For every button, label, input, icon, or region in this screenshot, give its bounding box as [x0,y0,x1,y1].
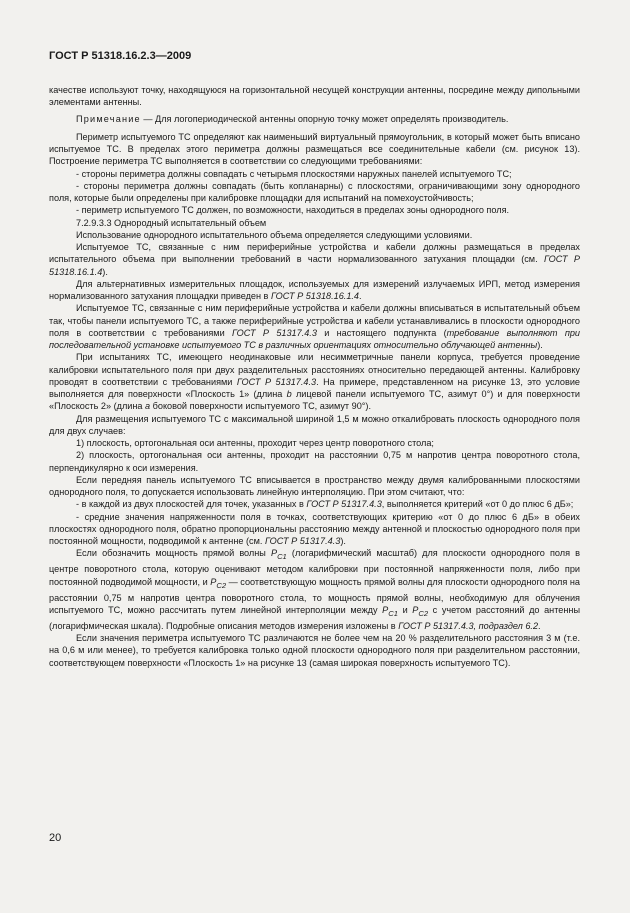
text: Если обозначить мощность прямой волны [76,548,271,559]
paragraph: Использование однородного испытательного объема определяется следующими условиями. [76,229,473,240]
text: боковой поверхности испытуемого ТС, азимут 90°). [150,401,372,412]
paragraph: Для размещения испытуемого ТС с максимальной шириной 1,5 м можно откалибровать плоскость однородного поля для двух случаев: [49,413,580,436]
standard-reference: ГОСТ Р 51317.4.3 [236,376,317,387]
variable-a: a [145,401,151,412]
text: с учетом расстояний до антенны (логарифмическая шкала). Подробные описания методов измерения изложены в [49,604,580,631]
standard-reference: ГОСТ Р 51317.4.3 [306,499,382,510]
standard-reference: ГОСТ Р 51318.16.1.4 [270,291,360,301]
list-item: - стороны периметра должны совпадать с четырьмя плоскостями наружных панелей испытуемого ТС; [76,168,512,179]
standard-reference: ГОСТ Р 51318.16.1.4 [49,254,580,277]
subscript: C1 [388,608,398,618]
subscript: C2 [216,580,227,590]
variable-p: P [412,604,419,615]
text: . На примере, представленном на рисунке 13, это условие выполняется для поверхности «Плоскость 1» (длина [49,376,580,399]
text: лицевой панели испытуемого ТС, азимут 0°) и для поверхности «Плоскость 2» (длина [49,389,580,412]
paragraph [49,278,580,303]
paragraph: качестве используют точку, находящуюся на горизонтальной несущей конструкции антенны, посредине между дипольными элементами антенны. [49,85,580,108]
text: — соответствующую мощность прямой волны для плоскости однородного поля на расстоянии 0,75 м напротив центра поворотного стола, то мощность прямой волны, необходимую для облучения испытуемого ТС, можно рассчитать путем линейной интерполяции между [49,576,580,615]
list-item: 2) плоскость, ортогональная оси антенны, проходит на расстоянии 0,75 м напротив центра поворотного стола, перпендикулярно к оси измерения. [49,450,580,473]
list-item: 1) плоскость, ортогональная оси антенны, проходит через центр поворотного стола; [76,438,434,448]
note [49,113,580,125]
text: Для альтернативных измерительных площадок, используемых для измерений излучаемых ИРП, метод измерения нормализованного затухания площадки приведен в [49,278,580,301]
paragraph [49,302,580,351]
text: ). [340,536,346,546]
text: Испытуемое ТС, связанные с ним периферийные устройства и кабели должны размещаться в пределах испытательного объема при выполнении требований в части нормализованного затухания площадки (см. [49,242,580,265]
text: и [397,604,413,615]
section-heading: 7.2.9.3.3 Однородный испытательный объем [76,217,267,228]
subscript: C2 [418,608,429,618]
page-body [49,84,580,669]
note-text: — Для логопериодической антенны опорную точку может определять производитель. [140,113,509,124]
paragraph [49,547,580,632]
list-item: - стороны периметра должны совпадать (быть копланарны) с плоскостями, ограничивающими зону однородного поля, которые были определены при калибровке площадки для испытаний на помехоустойчивость; [49,180,580,203]
text: - средние значения напряженности поля в точках, соответствующих критерию «от 0 до плюс 6 дБ» в обеих плоскостях однородного поля, обратно пропорциональны расстоянию между антенной и плоскостью однородного поля при постоянной мощности, подводимой к антенне (см. [49,511,580,546]
list-item [49,511,580,548]
italic-requirement: требование выполняют при последовательной установке испытуемого ТС в различных ориентациях относительно облучающей антенны [49,327,580,350]
standard-header: ГОСТ Р 51318.16.2.3—2009 [49,50,192,62]
paragraph [49,241,580,278]
text: (логарифмический масштаб) для плоскости однородного поля в центре поворотного стола, которую оценивают методом калибровки при постоянной напряженности поля, либо при постоянной подводимой мощности, и [49,548,580,587]
standard-reference: ГОСТ Р 51317.4.3, подраздел 6.2 [398,620,539,631]
text: Испытуемое ТС, связанные с ним периферийные устройства и кабели должны вписываться в испытательный объем так, чтобы панели испытуемого ТС, а также периферийные устройства и кабели устанавливались в плоскости однородного поля в соответствии с требованиями [49,303,580,338]
variable-p: P [382,604,389,615]
paragraph [49,351,580,412]
variable-p: P [270,548,278,559]
paragraph: Если передняя панель испытуемого ТС вписывается в пространство между двумя калиброванными плоскостями однородного поля, то допускается использовать линейную интерполяцию. При этом считают, что: [49,474,580,497]
text: . [538,620,541,631]
paragraph: Если значения периметра испытуемого ТС различаются не более чем на 20 % разделительного расстояния 3 м (т.е. на 0,6 м или менее), то требуется калибровка только одной плоскости однородного поля при разделительном расстоянии, соответствующем поверхности «Плоскость 1» на рисунке 13 (самая широкая поверхность испытуемого ТС). [49,633,580,668]
variable-p: P [210,576,217,587]
text: ). [537,340,543,350]
paragraph: Периметр испытуемого ТС определяют как наименьший виртуальный прямоугольник, в который может быть вписано испытуемое ТС. В пределах этого периметра должны размещаться все соединительные кабели (см. рисунок 13). Построение периметра ТС выполняется в соответствии со следующими требованиями: [49,131,580,167]
subscript: C1 [277,552,287,562]
variable-b: b [286,389,292,399]
text: - в каждой из двух плоскостей для точек, указанных в [76,499,307,510]
text: ). [102,266,108,277]
standard-reference: ГОСТ Р 51317.4.3 [264,536,341,546]
text: и настоящего подпункта ( [316,327,447,338]
standard-reference: ГОСТ Р 51317.4.3 [232,327,317,338]
list-item: - периметр испытуемого ТС должен, по возможности, находиться в пределах зоны однородного поля. [76,205,510,216]
text: . [359,291,362,301]
page-number: 20 [49,832,62,844]
list-item [49,498,580,510]
text: При испытаниях ТС, имеющего неодинаковые или несимметричные панели корпуса, требуется проведение калибровки испытательного поля при двух разделительных расстояниях относительно передающей антенны. Калибровку проводят в соответствии с требованиями [49,352,580,387]
note-label: Примечание [76,113,141,124]
text: , выполняется критерий «от 0 до плюс 6 дБ»; [381,499,574,510]
